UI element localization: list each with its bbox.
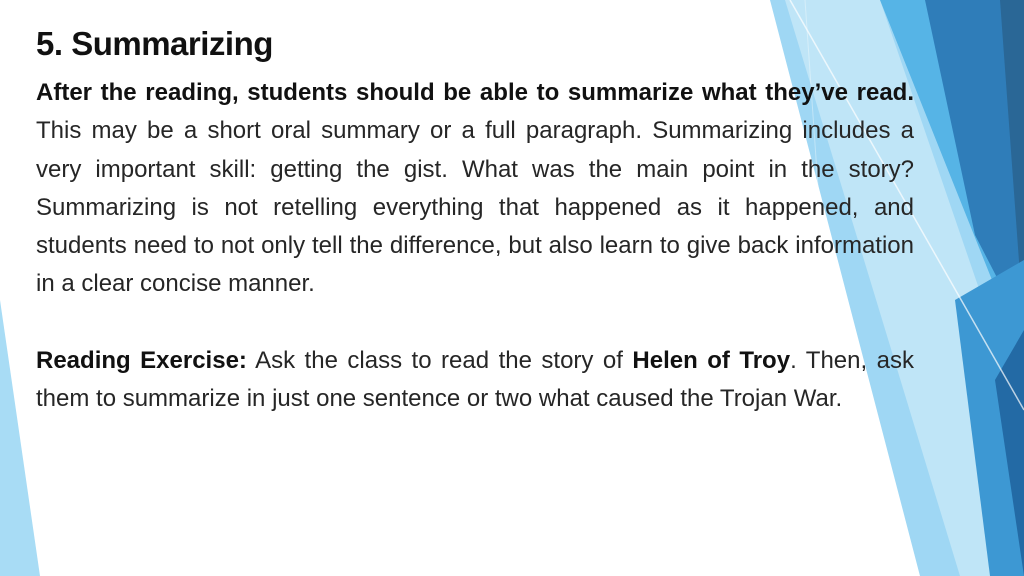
slide-content: [36, 22, 914, 418]
paragraph-spacer: [36, 304, 914, 342]
exercise-text-before: Ask the class to read the story of: [246, 346, 633, 374]
story-title: Helen of Troy: [632, 346, 791, 374]
summary-body-text: This may be a short oral summary or a full paragraph. Summarizing includes a very important skill: getting the gist. What was the main point in the story? Summarizing is not retelling everything that happened as it happened, and students need to not only tell the difference, but also learn to give back information in a clear concise manner.: [36, 117, 914, 298]
left-accent-stripe: [0, 300, 40, 576]
summary-paragraph: [36, 74, 914, 304]
reading-exercise-paragraph: [36, 342, 914, 419]
exercise-text-after: . Then, ask them to summarize in just one sentence or two what caused the Trojan War.: [36, 346, 914, 413]
summary-bold-intro: After the reading, students should be able to summarize what they’ve read.: [36, 79, 914, 106]
slide-title: 5. Summarizing: [36, 25, 273, 62]
reading-exercise-label: Reading Exercise:: [36, 346, 247, 374]
